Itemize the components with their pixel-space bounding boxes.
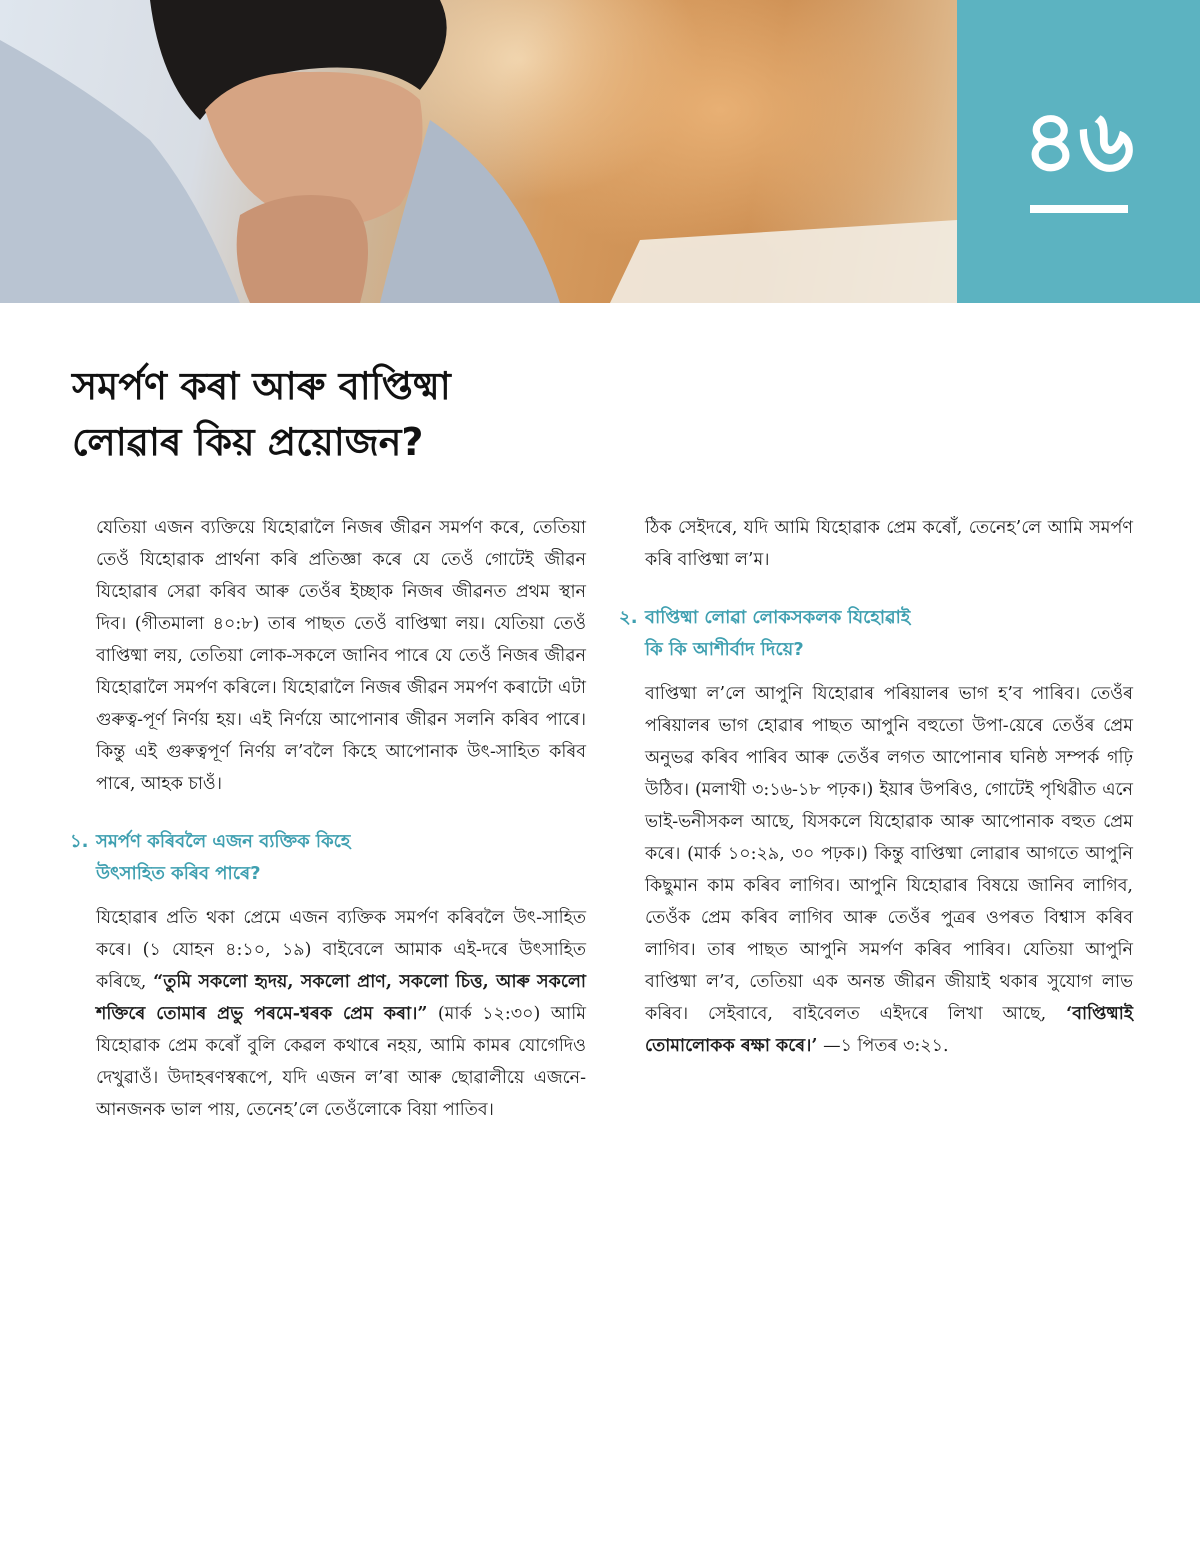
lesson-number: ৪৬ [1022, 92, 1135, 192]
section-2-heading-line-2: কি কি আশীৰ্বাদ দিয়ে? [645, 639, 804, 660]
section-1-text-after: (মাৰ্ক ১২:৩০) আমি যিহোৱাক প্ৰেম কৰোঁ বুলি কেৱল কথাৰে নহয়, আমি কামৰ যোগেদিও দেখুৱাওঁ। উদাহৰণস্বৰূপে, যদি এজন ল’ৰা আৰু ছোৱালীয়ে এজনে-আনজনক ভাল পায়, তেনেহ’লে তেওঁলোকে বিয়া পাতিব। [96, 1004, 586, 1120]
section-1-continued: ঠিক সেইদৰে, যদি আমি যিহোৱাক প্ৰেম কৰোঁ, তেনেহ’লে আমি সমৰ্পণ কৰি বাপ্তিষ্মা ল’ম। [645, 518, 1133, 570]
intro-paragraph: যেতিয়া এজন ব্যক্তিয়ে যিহোৱালৈ নিজৰ জীৱন সমৰ্পণ কৰে, তেতিয়া তেওঁ যিহোৱাক প্ৰাৰ্থনা কৰি প্ৰতিজ্ঞা কৰে যে তেওঁ গোটেই জীৱন যিহোৱাৰ সেৱা কৰিব আৰু তেওঁৰ ইচ্ছাক নিজৰ জীৱনত প্ৰথম স্থান দিব। (গীতমালা ৪০:৮) তাৰ পাছত তেওঁ বাপ্তিষ্মা লয়। যেতিয়া তেওঁ বাপ্তিষ্মা লয়, তেতিয়া লোক-সকলে জানিব পাৰে যে তেওঁ নিজৰ জীৱন যিহোৱালৈ সমৰ্পণ কৰিলে। যিহোৱালৈ নিজৰ জীৱন সমৰ্পণ কৰাটো এটা গুৰুত্ব-পূৰ্ণ নিৰ্ণয় হয়। এই নিৰ্ণয়ে আপোনাৰ জীৱন সলনি কৰিব পাৰে। কিন্তু এই গুৰুত্বপূৰ্ণ নিৰ্ণয় ল’বলৈ কিহে আপোনাক উৎ-সাহিত কৰিব পাৰে, আহক চাওঁ। [96, 518, 586, 794]
section-2-citation: —১ পিতৰ ৩:২১. [823, 1036, 949, 1056]
praying-man-illustration [0, 0, 957, 303]
section-1-heading-line-2: উৎসাহিত কৰিব পাৰে? [96, 863, 261, 884]
right-column [619, 512, 1133, 1062]
section-2-heading-line-1: বাপ্তিষ্মা লোৱা লোকসকলক যিহোৱাই [645, 607, 911, 628]
header-photo [0, 0, 957, 303]
page-title [72, 358, 692, 470]
section-2-text-before: বাপ্তিষ্মা ল’লে আপুনি যিহোৱাৰ পৰিয়ালৰ ভাগ হ’ব পাৰিব। তেওঁৰ পৰিয়ালৰ ভাগ হোৱাৰ পাছত আপুনি বহুতো উপা-য়েৰে তেওঁৰ প্ৰেম অনুভৱ কৰিব পাৰিব আৰু তেওঁৰ লগত আপোনাৰ ঘনিষ্ঠ সম্পৰ্ক গঢ়ি উঠিব। (মলাখী ৩:১৬-১৮ পঢ়ক।) ইয়াৰ উপৰিও, গোটেই পৃথিৱীত এনে ভাই-ভনীসকল আছে, যিসকলে যিহোৱাক আৰু আপোনাক বহুত প্ৰেম কৰে। (মাৰ্ক ১০:২৯, ৩০ পঢ়ক।) কিন্তু বাপ্তিষ্মা লোৱাৰ আগতে আপুনি কিছুমান কাম কৰিব লাগিব। আপুনি যিহোৱাৰ বিষয়ে জানিব লাগিব, তেওঁক প্ৰেম কৰিব লাগিব আৰু তেওঁৰ পুত্ৰৰ ওপৰত বিশ্বাস কৰিব লাগিব। তাৰ পাছত আপুনি সমৰ্পণ কৰিব পাৰিব। যেতিয়া আপুনি বাপ্তিষ্মা ল’ব, তেতিয়া এক অনন্ত জীৱন জীয়াই থকাৰ সুযোগ লাভ কৰিব। সেইবাবে, বাইবেলত এইদৰে লিখা আছে, [645, 684, 1133, 1024]
page-title-line-2: লোৱাৰ কিয় প্ৰয়োজন? [72, 420, 424, 464]
section-2-number: ২. [619, 607, 638, 628]
section-1-paragraph [96, 902, 586, 1126]
section-1-quote: “তুমি সকলো হৃদয়, সকলো প্ৰাণ, সকলো চিত্ত, আৰু সকলো শক্তিৰে তোমাৰ প্ৰভু পৰমে-শ্বৰক প্ৰেম কৰা।” [96, 972, 586, 1024]
section-1-number: ১. [70, 831, 89, 852]
section-1-heading [70, 826, 586, 890]
section-2-heading [619, 602, 1133, 666]
section-2-paragraph [645, 678, 1133, 1062]
section-1-text-before: যিহোৱাৰ প্ৰতি থকা প্ৰেমে এজন ব্যক্তিক সমৰ্পণ কৰিবলৈ উৎ-সাহিত কৰে। (১ যোহন ৪:১০, ১৯) বাইবেলে আমাক এই-দৰে উৎসাহিত কৰিছে, [96, 908, 586, 992]
left-column [70, 512, 586, 1126]
header-banner [0, 0, 1200, 303]
lesson-number-underline [1030, 205, 1128, 213]
section-1-heading-line-1: সমৰ্পণ কৰিবলৈ এজন ব্যক্তিক কিহে [96, 831, 351, 852]
lesson-number-panel [957, 0, 1200, 303]
section-2-quote: ‘বাপ্তিষ্মাই তোমালোকক ৰক্ষা কৰে।’ [645, 1004, 1133, 1056]
page-title-line-1: সমৰ্পণ কৰা আৰু বাপ্তিষ্মা [72, 364, 451, 408]
